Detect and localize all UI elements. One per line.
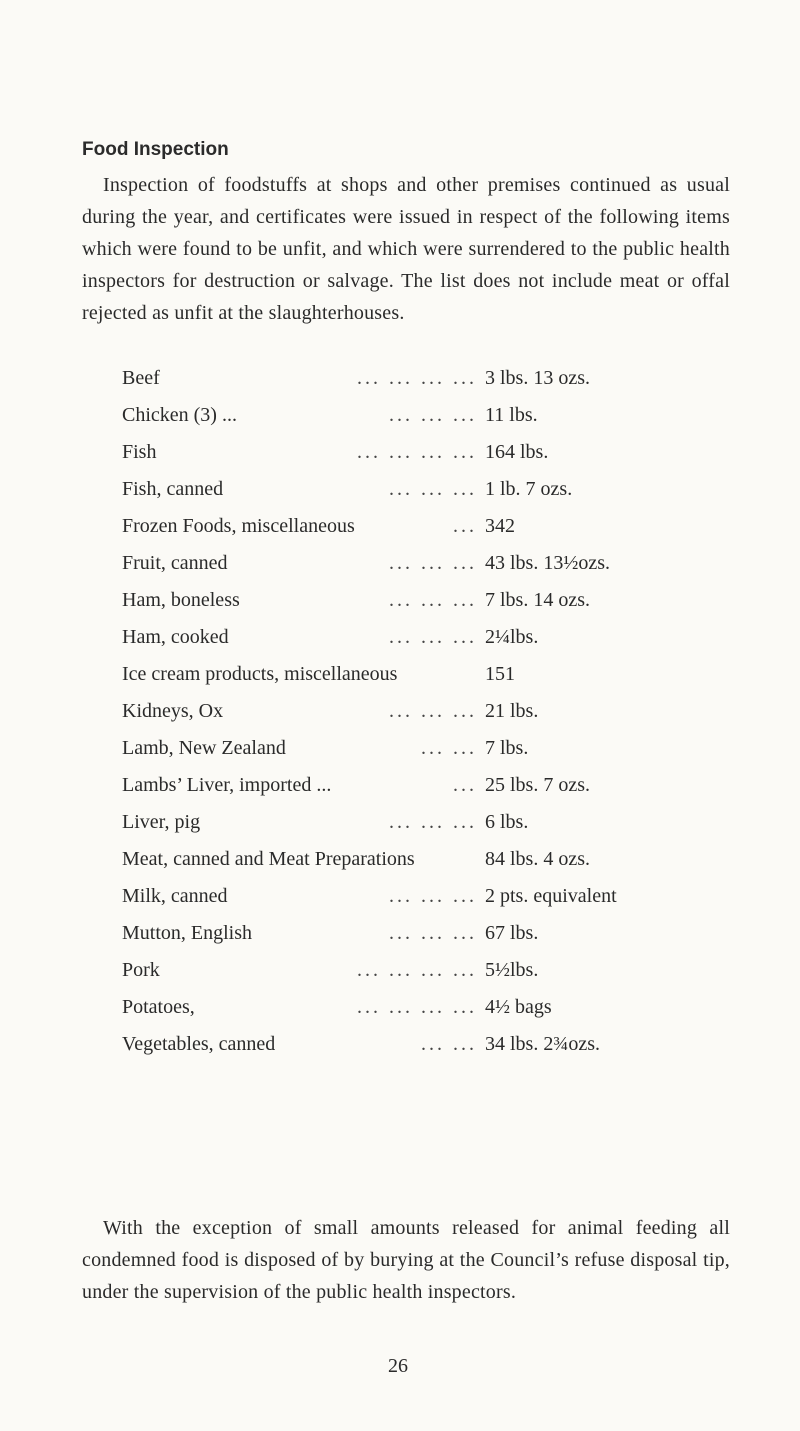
list-item	[122, 841, 732, 878]
item-name: Pork	[122, 959, 160, 981]
list-item	[122, 582, 732, 619]
list-item	[122, 767, 732, 804]
list-item	[122, 804, 732, 841]
dot-leader: ...	[453, 515, 477, 537]
list-item	[122, 397, 732, 434]
list-item	[122, 952, 732, 989]
item-name: Ham, boneless	[122, 589, 240, 611]
list-item	[122, 545, 732, 582]
dot-leader: ... ... ... ...	[357, 959, 477, 981]
dot-leader: ... ... ...	[389, 404, 477, 426]
item-quantity: 151	[485, 663, 515, 685]
dot-leader: ... ...	[421, 737, 477, 759]
section-heading: Food Inspection	[82, 139, 229, 160]
item-name: Frozen Foods, miscellaneous	[122, 515, 355, 537]
item-name: Lamb, New Zealand	[122, 737, 286, 759]
item-quantity: 84 lbs. 4 ozs.	[485, 848, 590, 870]
item-quantity: 6 lbs.	[485, 811, 529, 833]
item-quantity: 67 lbs.	[485, 922, 539, 944]
dot-leader: ... ... ... ...	[357, 441, 477, 463]
dot-leader: ... ... ...	[389, 589, 477, 611]
list-item	[122, 693, 732, 730]
item-quantity: 7 lbs.	[485, 737, 529, 759]
item-name: Ice cream products, miscellaneous	[122, 663, 398, 685]
item-quantity: 43 lbs. 13½ozs.	[485, 552, 610, 574]
item-name: Milk, canned	[122, 885, 228, 907]
dot-leader: ... ... ... ...	[357, 996, 477, 1018]
page-number: 26	[388, 1355, 408, 1377]
dot-leader: ... ... ...	[389, 626, 477, 648]
item-name: Fruit, canned	[122, 552, 228, 574]
item-quantity: 11 lbs.	[485, 404, 538, 426]
list-item	[122, 434, 732, 471]
list-item	[122, 878, 732, 915]
item-quantity: 2¼lbs.	[485, 626, 539, 648]
dot-leader: ... ... ...	[389, 552, 477, 574]
item-name: Fish	[122, 441, 157, 463]
item-name: Potatoes,	[122, 996, 195, 1018]
list-item	[122, 915, 732, 952]
item-quantity: 3 lbs. 13 ozs.	[485, 367, 590, 389]
list-item	[122, 619, 732, 656]
item-quantity: 164 lbs.	[485, 441, 549, 463]
dot-leader: ... ... ...	[389, 885, 477, 907]
item-name: Lambs’ Liver, imported ...	[122, 774, 332, 796]
closing-paragraph: With the exception of small amounts released for animal feeding all condemned food is disposed of by burying at the Council’s refuse disposal tip, under the supervision of the public health inspectors.	[82, 1217, 730, 1303]
list-item	[122, 471, 732, 508]
dot-leader: ... ... ...	[389, 811, 477, 833]
item-name: Beef	[122, 367, 160, 389]
item-name: Vegetables, canned	[122, 1033, 276, 1055]
item-quantity: 5½lbs.	[485, 959, 539, 981]
item-name: Liver, pig	[122, 811, 201, 833]
item-name: Meat, canned and Meat Preparations	[122, 848, 415, 870]
dot-leader: ... ...	[421, 1033, 477, 1055]
item-name: Chicken (3) ...	[122, 404, 237, 426]
item-quantity: 25 lbs. 7 ozs.	[485, 774, 590, 796]
item-name: Fish, canned	[122, 478, 224, 500]
item-quantity: 2 pts. equivalent	[485, 885, 617, 907]
list-item	[122, 360, 732, 397]
item-name: Mutton, English	[122, 922, 253, 944]
list-item	[122, 1026, 732, 1063]
list-item	[122, 730, 732, 767]
dot-leader: ... ... ...	[389, 478, 477, 500]
list-item	[122, 656, 732, 693]
item-name: Kidneys, Ox	[122, 700, 224, 722]
dot-leader: ... ... ...	[389, 922, 477, 944]
item-quantity: 1 lb. 7 ozs.	[485, 478, 573, 500]
item-name: Ham, cooked	[122, 626, 229, 648]
condemned-food-list	[122, 360, 732, 1063]
item-quantity: 7 lbs. 14 ozs.	[485, 589, 590, 611]
item-quantity: 4½ bags	[485, 996, 552, 1018]
item-quantity: 21 lbs.	[485, 700, 539, 722]
item-quantity: 342	[485, 515, 515, 537]
dot-leader: ... ... ...	[389, 700, 477, 722]
intro-paragraph: Inspection of foodstuffs at shops and other premises continued as usual during the year, and certificates were issued in respect of the following items which were found to be unfit, and which were surrendered to the public health inspectors for destruction or salvage. The list does not include meat or offal rejected as unfit at the slaughterhouses.	[82, 174, 730, 324]
dot-leader: ... ... ... ...	[357, 367, 477, 389]
list-item	[122, 508, 732, 545]
item-quantity: 34 lbs. 2¾ozs.	[485, 1033, 600, 1055]
list-item	[122, 989, 732, 1026]
dot-leader: ...	[453, 774, 477, 796]
